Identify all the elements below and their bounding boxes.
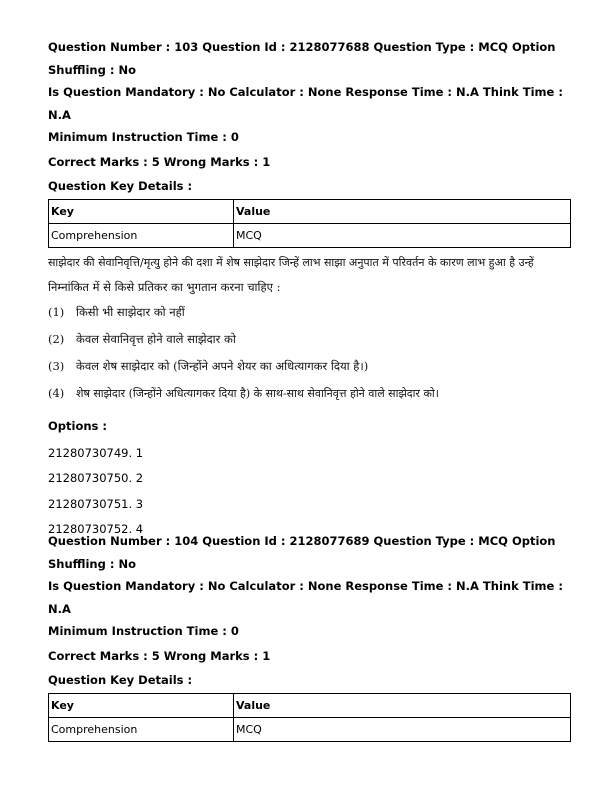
question-text [48,251,570,407]
table-cell-value: MCQ [234,717,571,741]
key-details-label: Question Key Details : [48,672,193,687]
question-header-line: Minimum Instruction Time : 0 [48,624,239,638]
question-line: निम्नांकित में से किसे प्रतिकर का भुगतान करना चाहिए : [48,279,281,294]
key-details-label: Question Key Details : [48,178,193,193]
option-item: 21280730749. 1 [48,445,144,460]
table-header-row [49,199,571,223]
options-label: Options : [48,418,107,433]
choice-number: (3) [48,358,65,373]
choice-text: शेष साझेदार (जिन्होंने अधित्यागकर दिया है) के साथ-साथ सेवानिवृत्त होने वाले साझेदार को। [76,386,439,400]
option-item: 21280730751. 3 [48,496,144,511]
choice-text: केवल सेवानिवृत्त होने वाले साझेदार को [76,331,236,346]
choice-number: (2) [48,331,65,346]
table-cell-value: MCQ [234,223,571,247]
table-header-value: Value [234,693,571,717]
table-cell-key: Comprehension [49,223,234,247]
question-header-line: Question Number : 103 Question Id : 2128077688 Question Type : MCQ Option Shuffling : No [48,40,556,77]
key-details-table [48,693,571,742]
key-details-table [48,199,571,248]
table-row [49,717,571,741]
question-header-line: Question Number : 104 Question Id : 2128077689 Question Type : MCQ Option Shuffling : No [48,534,556,571]
marks-line: Correct Marks : 5 Wrong Marks : 1 [48,154,271,169]
choice-item [48,380,570,407]
option-item: 21280730750. 2 [48,471,144,485]
table-row [49,223,571,247]
question-104 [48,530,570,742]
choice-number: (1) [48,304,65,319]
choice-text: किसी भी साझेदार को नहीं [76,304,185,319]
option-item: 21280730752. 4 [48,522,144,536]
table-cell-key: Comprehension [49,717,234,741]
choice-item [48,299,570,326]
table-header-value: Value [234,199,571,223]
choice-number: (4) [48,385,65,400]
question-header-line: Is Question Mandatory : No Calculator : None Response Time : N.A Think Time : N.A [48,579,563,616]
choice-text: केवल शेष साझेदार को (जिन्होंने अपने शेयर का अधित्यागकर दिया है।) [76,358,369,373]
marks-line: Correct Marks : 5 Wrong Marks : 1 [48,648,271,663]
question-header-line: Minimum Instruction Time : 0 [48,130,239,144]
choice-item [48,353,570,380]
table-header-key: Key [49,693,234,717]
question-header-line: Is Question Mandatory : No Calculator : None Response Time : N.A Think Time : N.A [48,85,563,122]
table-header-key: Key [49,199,234,223]
question-line: साझेदार की सेवानिवृत्ति/मृत्यु होने की दशा में शेष साझेदार जिन्हें लाभ साझा अनुपात में परिवर्तन के कारण लाभ हुआ है उन्हें [48,255,534,269]
choice-item [48,326,570,353]
table-header-row [49,693,571,717]
question-103 [48,36,570,543]
